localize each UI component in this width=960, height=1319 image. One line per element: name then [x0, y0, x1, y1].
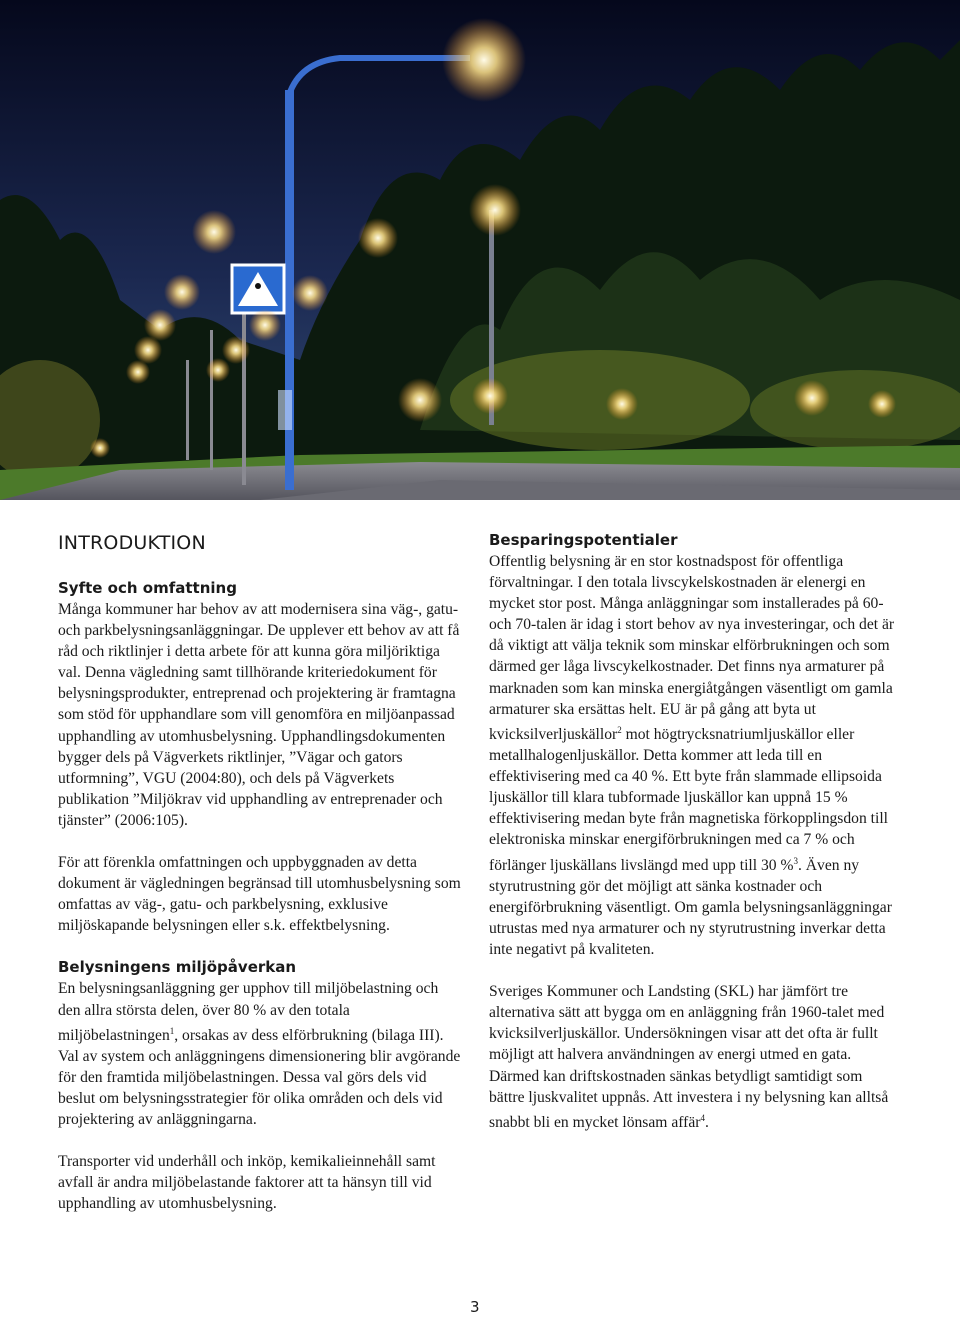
section-title-besparing: Besparingspotentialer: [489, 531, 678, 549]
paragraph-besparing-2: [489, 981, 901, 1133]
paragraph-syfte-1: Många kommuner har behov av att modernisera sina väg-, gatu- och parkbelysningsanläggningar. De upplever ett behov av att få råd och riktlinjer i detta arbete för att kunna göra miljöriktiga val. Denna vägledning samt tillhörande kriteriedokument för belysningsprodukter, entreprenad och projektering är framtagna som stöd för upphandlare som vill genomföra en miljöanpassad upphandling av utomhusbelysning. Upphandlingsdokumenten bygger dels på Vägverkets riktlinjer, ”Vägar och gators utformning”, VGU (2004:80), och dels på Vägverkets publikation ”Miljökrav vid upphandling av entreprenader och tjänster” (2006:105).: [58, 601, 460, 829]
footnote-ref-4: 4: [700, 1112, 705, 1123]
paragraph-miljopaverkan-2: Transporter vid underhåll och inköp, kemikalieinnehåll samt avfall är andra miljöbelastande faktorer att ta hänsyn till vid upphandling av utomhusbelysning.: [58, 1153, 436, 1213]
text-run: . Även ny styrutrustning gör det möjligt att sänka kostnader och energiförbrukning väsentligt. Om gamla belysningsanläggningar utrustas med nya armaturer och ny styrutrustning inverkar detta inte negativt på kvaliteten.: [489, 856, 892, 959]
section-title-miljopaverkan: Belysningens miljöpåverkan: [58, 958, 297, 977]
text-run: , orsakas av dess elförbrukning (bilaga III). Val av system och anläggningens dimensionering blir avgörande för den framtida miljöbelastningen. Dessa val görs dels vid beslut om belysningsstrategier för olika områden och dels vid projektering av anläggningarna.: [58, 1026, 461, 1129]
footnote-ref-3: 3: [793, 855, 798, 866]
right-column: [489, 530, 901, 1133]
text-run: Sveriges Kommuner och Landsting (SKL) har jämfört tre alternativa sätt att bygga om en anläggning från 1960-talet med kvicksilverljuskällor. Undersökningen visar att det ofta är fullt möjligt att halvera användningen av energi utmed en gata. Därmed kan driftskostnaden sänkas betydligt samtidigt som bättre ljuskvalitet uppnås. Att investera i ny belysning kan alltså snabbt bli en mycket lönsam affär: [489, 983, 889, 1131]
night-street-lights-photo: [0, 0, 960, 500]
text-run: mot högtrycksnatriumljuskällor eller metallhalogenljuskällor. Detta kommer att leda till en effektivisering med ca 40 %. Ett byte från slammade ellipsoida ljuskällor till klara tubformade ljuskällor kan uppnå 15 % effektivisering medan byte från magnetiska förkopplingsdon till elektroniska minskar energiförbrukningen med ca 7 % och förlänger ljuskällans livslängd med upp till 30 %: [489, 725, 888, 874]
page-number: 3: [470, 1298, 480, 1316]
paragraph-besparing-1: [489, 551, 901, 960]
text-run: Offentlig belysning är en stor kostnadspost för offentliga förvaltningar. I den totala livscykelskostnaden är elenergi en mycket stor post. Många anläggningar som installerades på 60- och 70-talen är idag i stort behov av nya investeringar, och det är då viktigt att välja teknik som minskar elförbrukningen och som därmed ger låga livscykelkostnader. Det finns nya armaturer på marknaden som kan minska energiåtgången väsentligt om gamla armaturer ska ersättas helt. EU är på gång att byta ut kvicksilverljuskällor: [489, 553, 895, 743]
left-column: [58, 530, 463, 1215]
text-run: En belysningsanläggning ger upphov till miljöbelastning och den allra största delen, över 80 % av den totala miljöbelastningen: [58, 980, 439, 1044]
text-run: .: [704, 1113, 709, 1131]
footnote-ref-2: 2: [617, 724, 622, 735]
page-heading: INTRODUKTION: [58, 532, 206, 554]
paragraph-syfte-2: För att förenkla omfattningen och uppbyggnaden av detta dokument är vägledningen begränsad till utomhusbelysning som omfattas av väg-, gatu- och parkbelysning, exklusive miljöskapande belysningen eller s.k. effektbelysning.: [58, 854, 461, 935]
paragraph-miljopaverkan-1: [58, 978, 463, 1130]
section-title-syfte: Syfte och omfattning: [58, 579, 237, 597]
footnote-ref-1: 1: [169, 1025, 175, 1036]
